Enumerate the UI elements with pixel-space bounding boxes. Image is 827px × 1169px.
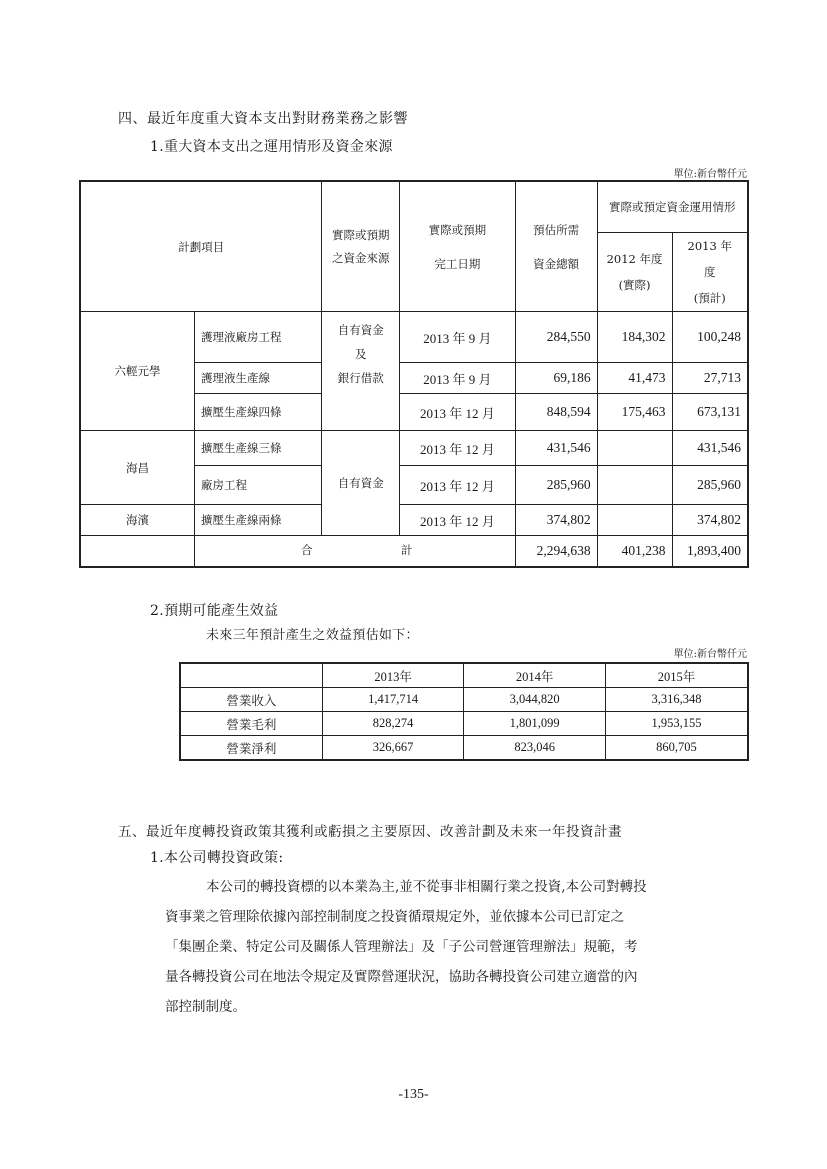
row-label: 營業收入: [180, 688, 322, 712]
row-item: 護理液廠房工程: [195, 312, 322, 363]
header-fund-usage: 實際或預定資金運用情形: [597, 181, 748, 233]
row-2012: [597, 505, 672, 536]
total-blank-cell: [80, 536, 195, 568]
header-2013-line3: (預計): [693, 291, 726, 305]
header-completion-line1: 實際或預期: [428, 222, 487, 237]
row-item: 擴壓生產線兩條: [195, 505, 322, 536]
row-2012: 41,473: [597, 363, 672, 394]
paragraph-line: 「集團企業、特定公司及關係人管理辦法」及「子公司營運管理辦法」規範，考: [165, 939, 638, 955]
row-2013: 100,248: [672, 312, 748, 363]
header-completion-date: [400, 181, 516, 312]
subsection-2-text: 未來三年預計產生之效益預估如下：: [206, 628, 419, 643]
table-row: [80, 431, 748, 466]
section-4-heading: 四、最近年度重大資本支出對財務業務之影響: [118, 111, 408, 127]
row-2012: [597, 466, 672, 505]
row-item: 廠房工程: [195, 466, 322, 505]
row-total: 431,546: [515, 431, 597, 466]
header-total-fund: [515, 181, 597, 312]
row-2013: 285,960: [672, 466, 748, 505]
row-2013: 673,131: [672, 394, 748, 431]
row-2012: 175,463: [597, 394, 672, 431]
row-value: 1,953,155: [605, 712, 748, 736]
fund-source-line2: 及: [355, 347, 367, 361]
row-value: 860,705: [605, 736, 748, 761]
row-value: 828,274: [322, 712, 464, 736]
table2-corner: [180, 663, 322, 688]
paragraph-line: 量各轉投資公司在地法令規定及實際營運狀況，協助各轉投資公司建立適當的內: [165, 969, 638, 985]
row-date: 2013 年 9 月: [400, 363, 516, 394]
row-date: 2013 年 12 月: [400, 394, 516, 431]
row-label: 營業毛利: [180, 712, 322, 736]
paragraph-line: 資事業之管理除依據內部控制制度之投資循環規定外，並依據本公司已訂定之: [165, 909, 624, 925]
row-value: 3,316,348: [605, 688, 748, 712]
header-2012-line1: 2012 年度: [606, 252, 663, 266]
total-2012: 401,238: [597, 536, 672, 568]
row-item: 擴壓生產線三條: [195, 431, 322, 466]
subsection-1-heading: 1.重大資本支出之運用情形及資金來源: [150, 139, 393, 155]
fund-source-line3: 銀行借款: [337, 371, 384, 385]
unit-label: 單位:新台幣仟元: [673, 169, 747, 180]
header-total-fund-line2: 資金總額: [533, 256, 580, 271]
table-row: [180, 712, 748, 736]
expected-benefit-table: [179, 662, 749, 761]
row-total: 69,186: [515, 363, 597, 394]
total-2013: 1,893,400: [672, 536, 748, 568]
row-item: 擴壓生產線四條: [195, 394, 322, 431]
subsection-2-heading: 2.預期可能產生效益: [150, 603, 279, 619]
table-row: [80, 312, 748, 363]
header-2013-line2: 度: [704, 265, 716, 279]
paragraph-line: 本公司的轉投資標的以本業為主,並不從事非相關行業之投資,本公司對轉投: [206, 879, 647, 895]
table-row: [180, 688, 748, 712]
year-header: 2015年: [605, 663, 748, 688]
row-value: 1,801,099: [464, 712, 606, 736]
row-date: 2013 年 12 月: [400, 431, 516, 466]
header-2012: [597, 233, 672, 312]
fund-source-cell-b: 自有資金: [322, 431, 400, 536]
row-value: 1,417,714: [322, 688, 464, 712]
fund-source-cell: [322, 312, 400, 431]
paragraph-line: 部控制制度。: [165, 999, 246, 1015]
row-2012: 184,302: [597, 312, 672, 363]
group-name: 六輕元學: [80, 312, 195, 431]
row-label: 營業淨利: [180, 736, 322, 761]
row-total: 284,550: [515, 312, 597, 363]
section-5-subheading: 1.本公司轉投資政策:: [150, 850, 284, 866]
year-header: 2014年: [464, 663, 606, 688]
header-fund-source: [322, 181, 400, 312]
section-5-heading: 五、最近年度轉投資政策其獲利或虧損之主要原因、改善計劃及未來一年投資計畫: [118, 824, 622, 840]
table-row: [180, 736, 748, 761]
header-fund-source-line1: 實際或預期: [332, 227, 390, 242]
row-2013: 431,546: [672, 431, 748, 466]
row-2012: [597, 431, 672, 466]
fund-source-line1: 自有資金: [337, 323, 384, 337]
row-total: 848,594: [515, 394, 597, 431]
page-number: -135-: [398, 1087, 429, 1102]
row-date: 2013 年 12 月: [400, 466, 516, 505]
row-2013: 374,802: [672, 505, 748, 536]
header-2013: [672, 233, 748, 312]
unit-label-2: 單位:新台幣仟元: [673, 649, 747, 660]
row-total: 374,802: [515, 505, 597, 536]
row-value: 326,667: [322, 736, 464, 761]
header-fund-source-line2: 之資金來源: [332, 250, 390, 265]
header-plan-item: 計劃項目: [80, 181, 322, 312]
header-total-fund-line1: 預估所需: [533, 222, 580, 237]
row-item: 護理液生產線: [195, 363, 322, 394]
total-row: [80, 536, 748, 568]
row-date: 2013 年 9 月: [400, 312, 516, 363]
capital-expenditure-table: [79, 180, 749, 568]
total-label-b: 計: [401, 542, 413, 557]
header-2012-line2: (實際): [618, 278, 651, 292]
header-completion-line2: 完工日期: [434, 256, 481, 271]
table-row: [80, 505, 748, 536]
table2-header-row: [180, 663, 748, 688]
total-amount: 2,294,638: [515, 536, 597, 568]
group-name: 海濱: [80, 505, 195, 536]
total-label-a: 合: [301, 542, 313, 557]
total-label-cell: [195, 536, 516, 568]
row-value: 823,046: [464, 736, 606, 761]
row-total: 285,960: [515, 466, 597, 505]
group-name: 海昌: [80, 431, 195, 505]
year-header: 2013年: [322, 663, 464, 688]
header-2013-line1: 2013 年: [687, 239, 732, 253]
row-date: 2013 年 12 月: [400, 505, 516, 536]
row-value: 3,044,820: [464, 688, 606, 712]
row-2013: 27,713: [672, 363, 748, 394]
